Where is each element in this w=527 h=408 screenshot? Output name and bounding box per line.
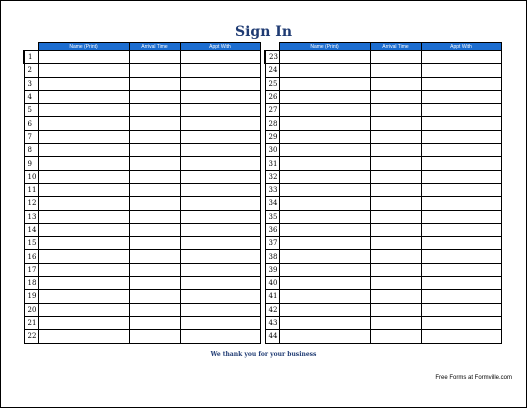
table-row — [265, 90, 501, 103]
sign-in-table-right — [264, 42, 502, 344]
arrival-time-cell[interactable] — [370, 117, 421, 130]
row-number: 37 — [265, 237, 279, 250]
table-row — [24, 197, 260, 210]
table-row — [24, 183, 260, 196]
arrival-time-cell[interactable] — [129, 144, 180, 157]
appt-with-cell[interactable] — [421, 144, 501, 157]
arrival-time-cell[interactable] — [370, 104, 421, 117]
table-row — [24, 237, 260, 250]
arrival-time-cell[interactable] — [370, 64, 421, 77]
appt-with-cell[interactable] — [180, 277, 260, 290]
footer-credit: Free Forms at Formville.com — [435, 375, 512, 381]
table-header-row — [265, 43, 501, 51]
appt-with-cell[interactable] — [421, 237, 501, 250]
appt-with-cell[interactable] — [180, 144, 260, 157]
name-cell[interactable] — [279, 51, 370, 64]
appt-with-cell[interactable] — [421, 130, 501, 143]
name-cell[interactable] — [279, 157, 370, 170]
table-row — [24, 223, 260, 236]
table-row — [24, 104, 260, 117]
arrival-time-cell[interactable] — [370, 90, 421, 103]
name-cell[interactable] — [279, 277, 370, 290]
appt-with-cell[interactable] — [180, 250, 260, 263]
arrival-time-cell[interactable] — [370, 170, 421, 183]
appt-with-cell[interactable] — [421, 77, 501, 90]
arrival-time-cell[interactable] — [370, 130, 421, 143]
appt-with-cell[interactable] — [421, 170, 501, 183]
table-row — [265, 330, 501, 343]
table-row — [24, 263, 260, 276]
name-cell[interactable] — [279, 104, 370, 117]
table-row — [24, 51, 260, 64]
name-cell[interactable] — [38, 51, 129, 64]
name-cell[interactable] — [279, 223, 370, 236]
arrival-time-cell[interactable] — [370, 144, 421, 157]
table-row — [265, 183, 501, 196]
name-cell[interactable] — [38, 316, 129, 329]
appt-with-cell[interactable] — [180, 210, 260, 223]
appt-with-cell[interactable] — [421, 183, 501, 196]
appt-with-cell[interactable] — [180, 117, 260, 130]
appt-with-cell[interactable] — [180, 316, 260, 329]
appt-with-cell[interactable] — [180, 237, 260, 250]
appt-with-column-header: Appt With — [180, 43, 260, 51]
row-number: 6 — [24, 117, 38, 130]
arrival-time-cell[interactable] — [129, 157, 180, 170]
arrival-time-cell[interactable] — [370, 51, 421, 64]
arrival-time-column-header: Arrival Time — [370, 43, 421, 51]
row-number: 43 — [265, 316, 279, 329]
name-cell[interactable] — [38, 64, 129, 77]
arrival-time-cell[interactable] — [129, 117, 180, 130]
row-number: 33 — [265, 183, 279, 196]
name-column-header: Name (Print) — [279, 43, 370, 51]
name-cell[interactable] — [38, 77, 129, 90]
row-number: 3 — [24, 77, 38, 90]
name-cell[interactable] — [279, 263, 370, 276]
arrival-time-cell[interactable] — [370, 263, 421, 276]
arrival-time-cell[interactable] — [129, 51, 180, 64]
appt-with-cell[interactable] — [180, 157, 260, 170]
table-row — [24, 210, 260, 223]
table-row — [265, 237, 501, 250]
arrival-time-cell[interactable] — [370, 290, 421, 303]
table-row — [24, 130, 260, 143]
row-number: 28 — [265, 117, 279, 130]
name-cell[interactable] — [279, 117, 370, 130]
arrival-time-cell[interactable] — [370, 330, 421, 343]
sign-in-table-left — [23, 42, 261, 344]
name-cell[interactable] — [38, 290, 129, 303]
appt-with-cell[interactable] — [421, 250, 501, 263]
row-number: 38 — [265, 250, 279, 263]
row-number: 27 — [265, 104, 279, 117]
row-number: 39 — [265, 263, 279, 276]
name-cell[interactable] — [279, 90, 370, 103]
row-number: 41 — [265, 290, 279, 303]
row-number: 8 — [24, 144, 38, 157]
table-row — [265, 144, 501, 157]
arrival-time-cell[interactable] — [370, 277, 421, 290]
arrival-time-cell[interactable] — [129, 90, 180, 103]
name-cell[interactable] — [38, 237, 129, 250]
table-row — [24, 144, 260, 157]
table-row — [265, 316, 501, 329]
name-cell[interactable] — [279, 183, 370, 196]
appt-with-cell[interactable] — [180, 183, 260, 196]
row-number: 32 — [265, 170, 279, 183]
row-number: 21 — [24, 316, 38, 329]
name-cell[interactable] — [279, 144, 370, 157]
table-row — [24, 117, 260, 130]
appt-with-cell[interactable] — [421, 277, 501, 290]
table-row — [265, 157, 501, 170]
row-number: 5 — [24, 104, 38, 117]
name-cell[interactable] — [38, 197, 129, 210]
row-number: 31 — [265, 157, 279, 170]
appt-with-cell[interactable] — [421, 117, 501, 130]
name-cell[interactable] — [38, 223, 129, 236]
appt-with-cell[interactable] — [421, 290, 501, 303]
table-row — [265, 77, 501, 90]
appt-with-cell[interactable] — [180, 64, 260, 77]
name-cell[interactable] — [38, 170, 129, 183]
appt-with-cell[interactable] — [180, 263, 260, 276]
appt-with-cell[interactable] — [421, 303, 501, 316]
arrival-time-cell[interactable] — [129, 183, 180, 196]
table-row — [265, 64, 501, 77]
name-cell[interactable] — [38, 250, 129, 263]
name-cell[interactable] — [38, 330, 129, 343]
arrival-time-cell[interactable] — [370, 183, 421, 196]
arrival-time-cell[interactable] — [370, 197, 421, 210]
appt-with-cell[interactable] — [180, 51, 260, 64]
name-cell[interactable] — [38, 104, 129, 117]
name-cell[interactable] — [38, 263, 129, 276]
row-number: 22 — [24, 330, 38, 343]
appt-with-cell[interactable] — [421, 330, 501, 343]
table-row — [265, 170, 501, 183]
row-number: 19 — [24, 290, 38, 303]
arrival-time-cell[interactable] — [129, 250, 180, 263]
appt-with-column-header: Appt With — [421, 43, 501, 51]
arrival-time-cell[interactable] — [129, 263, 180, 276]
appt-with-cell[interactable] — [421, 51, 501, 64]
table-row — [265, 130, 501, 143]
table-body — [265, 51, 501, 344]
name-cell[interactable] — [38, 277, 129, 290]
table-row — [24, 157, 260, 170]
thank-you-message: We thank you for your business — [210, 351, 317, 358]
appt-with-cell[interactable] — [421, 197, 501, 210]
name-cell[interactable] — [279, 210, 370, 223]
arrival-time-cell[interactable] — [370, 223, 421, 236]
name-cell[interactable] — [38, 117, 129, 130]
appt-with-cell[interactable] — [421, 263, 501, 276]
appt-with-cell[interactable] — [180, 104, 260, 117]
arrival-time-cell[interactable] — [129, 237, 180, 250]
row-number: 29 — [265, 130, 279, 143]
arrival-time-cell[interactable] — [129, 77, 180, 90]
appt-with-cell[interactable] — [421, 64, 501, 77]
row-number: 12 — [24, 197, 38, 210]
table-row — [24, 170, 260, 183]
arrival-time-cell[interactable] — [129, 330, 180, 343]
arrival-time-cell[interactable] — [129, 130, 180, 143]
name-cell[interactable] — [38, 90, 129, 103]
arrival-time-cell[interactable] — [129, 223, 180, 236]
row-number: 17 — [24, 263, 38, 276]
row-number: 16 — [24, 250, 38, 263]
name-cell[interactable] — [38, 144, 129, 157]
arrival-time-cell[interactable] — [370, 303, 421, 316]
name-cell[interactable] — [279, 303, 370, 316]
name-cell[interactable] — [38, 210, 129, 223]
name-cell[interactable] — [279, 290, 370, 303]
row-number: 26 — [265, 90, 279, 103]
table-row — [24, 290, 260, 303]
arrival-time-cell[interactable] — [129, 210, 180, 223]
arrival-time-cell[interactable] — [129, 316, 180, 329]
name-cell[interactable] — [38, 130, 129, 143]
name-cell[interactable] — [279, 250, 370, 263]
table-row — [24, 316, 260, 329]
name-cell[interactable] — [279, 330, 370, 343]
table-row — [265, 223, 501, 236]
name-column-header: Name (Print) — [38, 43, 129, 51]
table-row — [24, 64, 260, 77]
appt-with-cell[interactable] — [421, 90, 501, 103]
table-body — [24, 51, 260, 344]
table-row — [24, 303, 260, 316]
row-number: 4 — [24, 90, 38, 103]
name-cell[interactable] — [38, 157, 129, 170]
row-number: 18 — [24, 277, 38, 290]
appt-with-cell[interactable] — [421, 104, 501, 117]
name-cell[interactable] — [279, 77, 370, 90]
row-number: 11 — [24, 183, 38, 196]
appt-with-cell[interactable] — [421, 223, 501, 236]
arrival-time-cell[interactable] — [129, 64, 180, 77]
table-row — [24, 330, 260, 343]
table-header-row — [24, 43, 260, 51]
row-number: 9 — [24, 157, 38, 170]
table-row — [265, 197, 501, 210]
arrival-time-cell[interactable] — [370, 157, 421, 170]
arrival-time-cell[interactable] — [129, 277, 180, 290]
appt-with-cell[interactable] — [180, 77, 260, 90]
name-cell[interactable] — [279, 64, 370, 77]
row-number: 36 — [265, 223, 279, 236]
appt-with-cell[interactable] — [180, 197, 260, 210]
row-number: 30 — [265, 144, 279, 157]
appt-with-cell[interactable] — [180, 130, 260, 143]
table-row — [265, 210, 501, 223]
row-number: 35 — [265, 210, 279, 223]
name-cell[interactable] — [279, 170, 370, 183]
arrival-time-cell[interactable] — [370, 77, 421, 90]
arrival-time-cell[interactable] — [129, 303, 180, 316]
row-number: 40 — [265, 277, 279, 290]
row-number: 15 — [24, 237, 38, 250]
number-column-header — [24, 43, 38, 51]
table-row — [265, 104, 501, 117]
row-number: 10 — [24, 170, 38, 183]
name-cell[interactable] — [279, 237, 370, 250]
row-number: 20 — [24, 303, 38, 316]
arrival-time-cell[interactable] — [370, 316, 421, 329]
appt-with-cell[interactable] — [180, 290, 260, 303]
arrival-time-cell[interactable] — [129, 290, 180, 303]
row-number: 44 — [265, 330, 279, 343]
arrival-time-cell[interactable] — [370, 237, 421, 250]
appt-with-cell[interactable] — [421, 157, 501, 170]
appt-with-cell[interactable] — [421, 316, 501, 329]
table-row — [265, 250, 501, 263]
name-cell[interactable] — [279, 130, 370, 143]
table-row — [265, 290, 501, 303]
arrival-time-cell[interactable] — [129, 104, 180, 117]
appt-with-cell[interactable] — [180, 90, 260, 103]
row-number: 25 — [265, 77, 279, 90]
row-number: 14 — [24, 223, 38, 236]
table-row — [265, 303, 501, 316]
name-cell[interactable] — [38, 183, 129, 196]
table-row — [24, 77, 260, 90]
name-cell[interactable] — [38, 303, 129, 316]
row-number: 13 — [24, 210, 38, 223]
table-row — [265, 263, 501, 276]
arrival-time-column-header: Arrival Time — [129, 43, 180, 51]
appt-with-cell[interactable] — [180, 330, 260, 343]
row-number: 2 — [24, 64, 38, 77]
appt-with-cell[interactable] — [180, 303, 260, 316]
row-number: 7 — [24, 130, 38, 143]
table-row — [24, 250, 260, 263]
arrival-time-cell[interactable] — [129, 170, 180, 183]
table-row — [265, 51, 501, 64]
appt-with-cell[interactable] — [180, 170, 260, 183]
arrival-time-cell[interactable] — [370, 250, 421, 263]
arrival-time-cell[interactable] — [129, 197, 180, 210]
number-column-header — [265, 43, 279, 51]
row-number: 23 — [265, 51, 279, 64]
appt-with-cell[interactable] — [421, 210, 501, 223]
arrival-time-cell[interactable] — [370, 210, 421, 223]
row-number: 42 — [265, 303, 279, 316]
table-row — [265, 277, 501, 290]
table-row — [265, 117, 501, 130]
appt-with-cell[interactable] — [180, 223, 260, 236]
row-number: 34 — [265, 197, 279, 210]
page-title: Sign In — [235, 24, 292, 40]
table-row — [24, 277, 260, 290]
row-number: 24 — [265, 64, 279, 77]
name-cell[interactable] — [279, 316, 370, 329]
row-number: 1 — [24, 51, 38, 64]
name-cell[interactable] — [279, 197, 370, 210]
table-row — [24, 90, 260, 103]
